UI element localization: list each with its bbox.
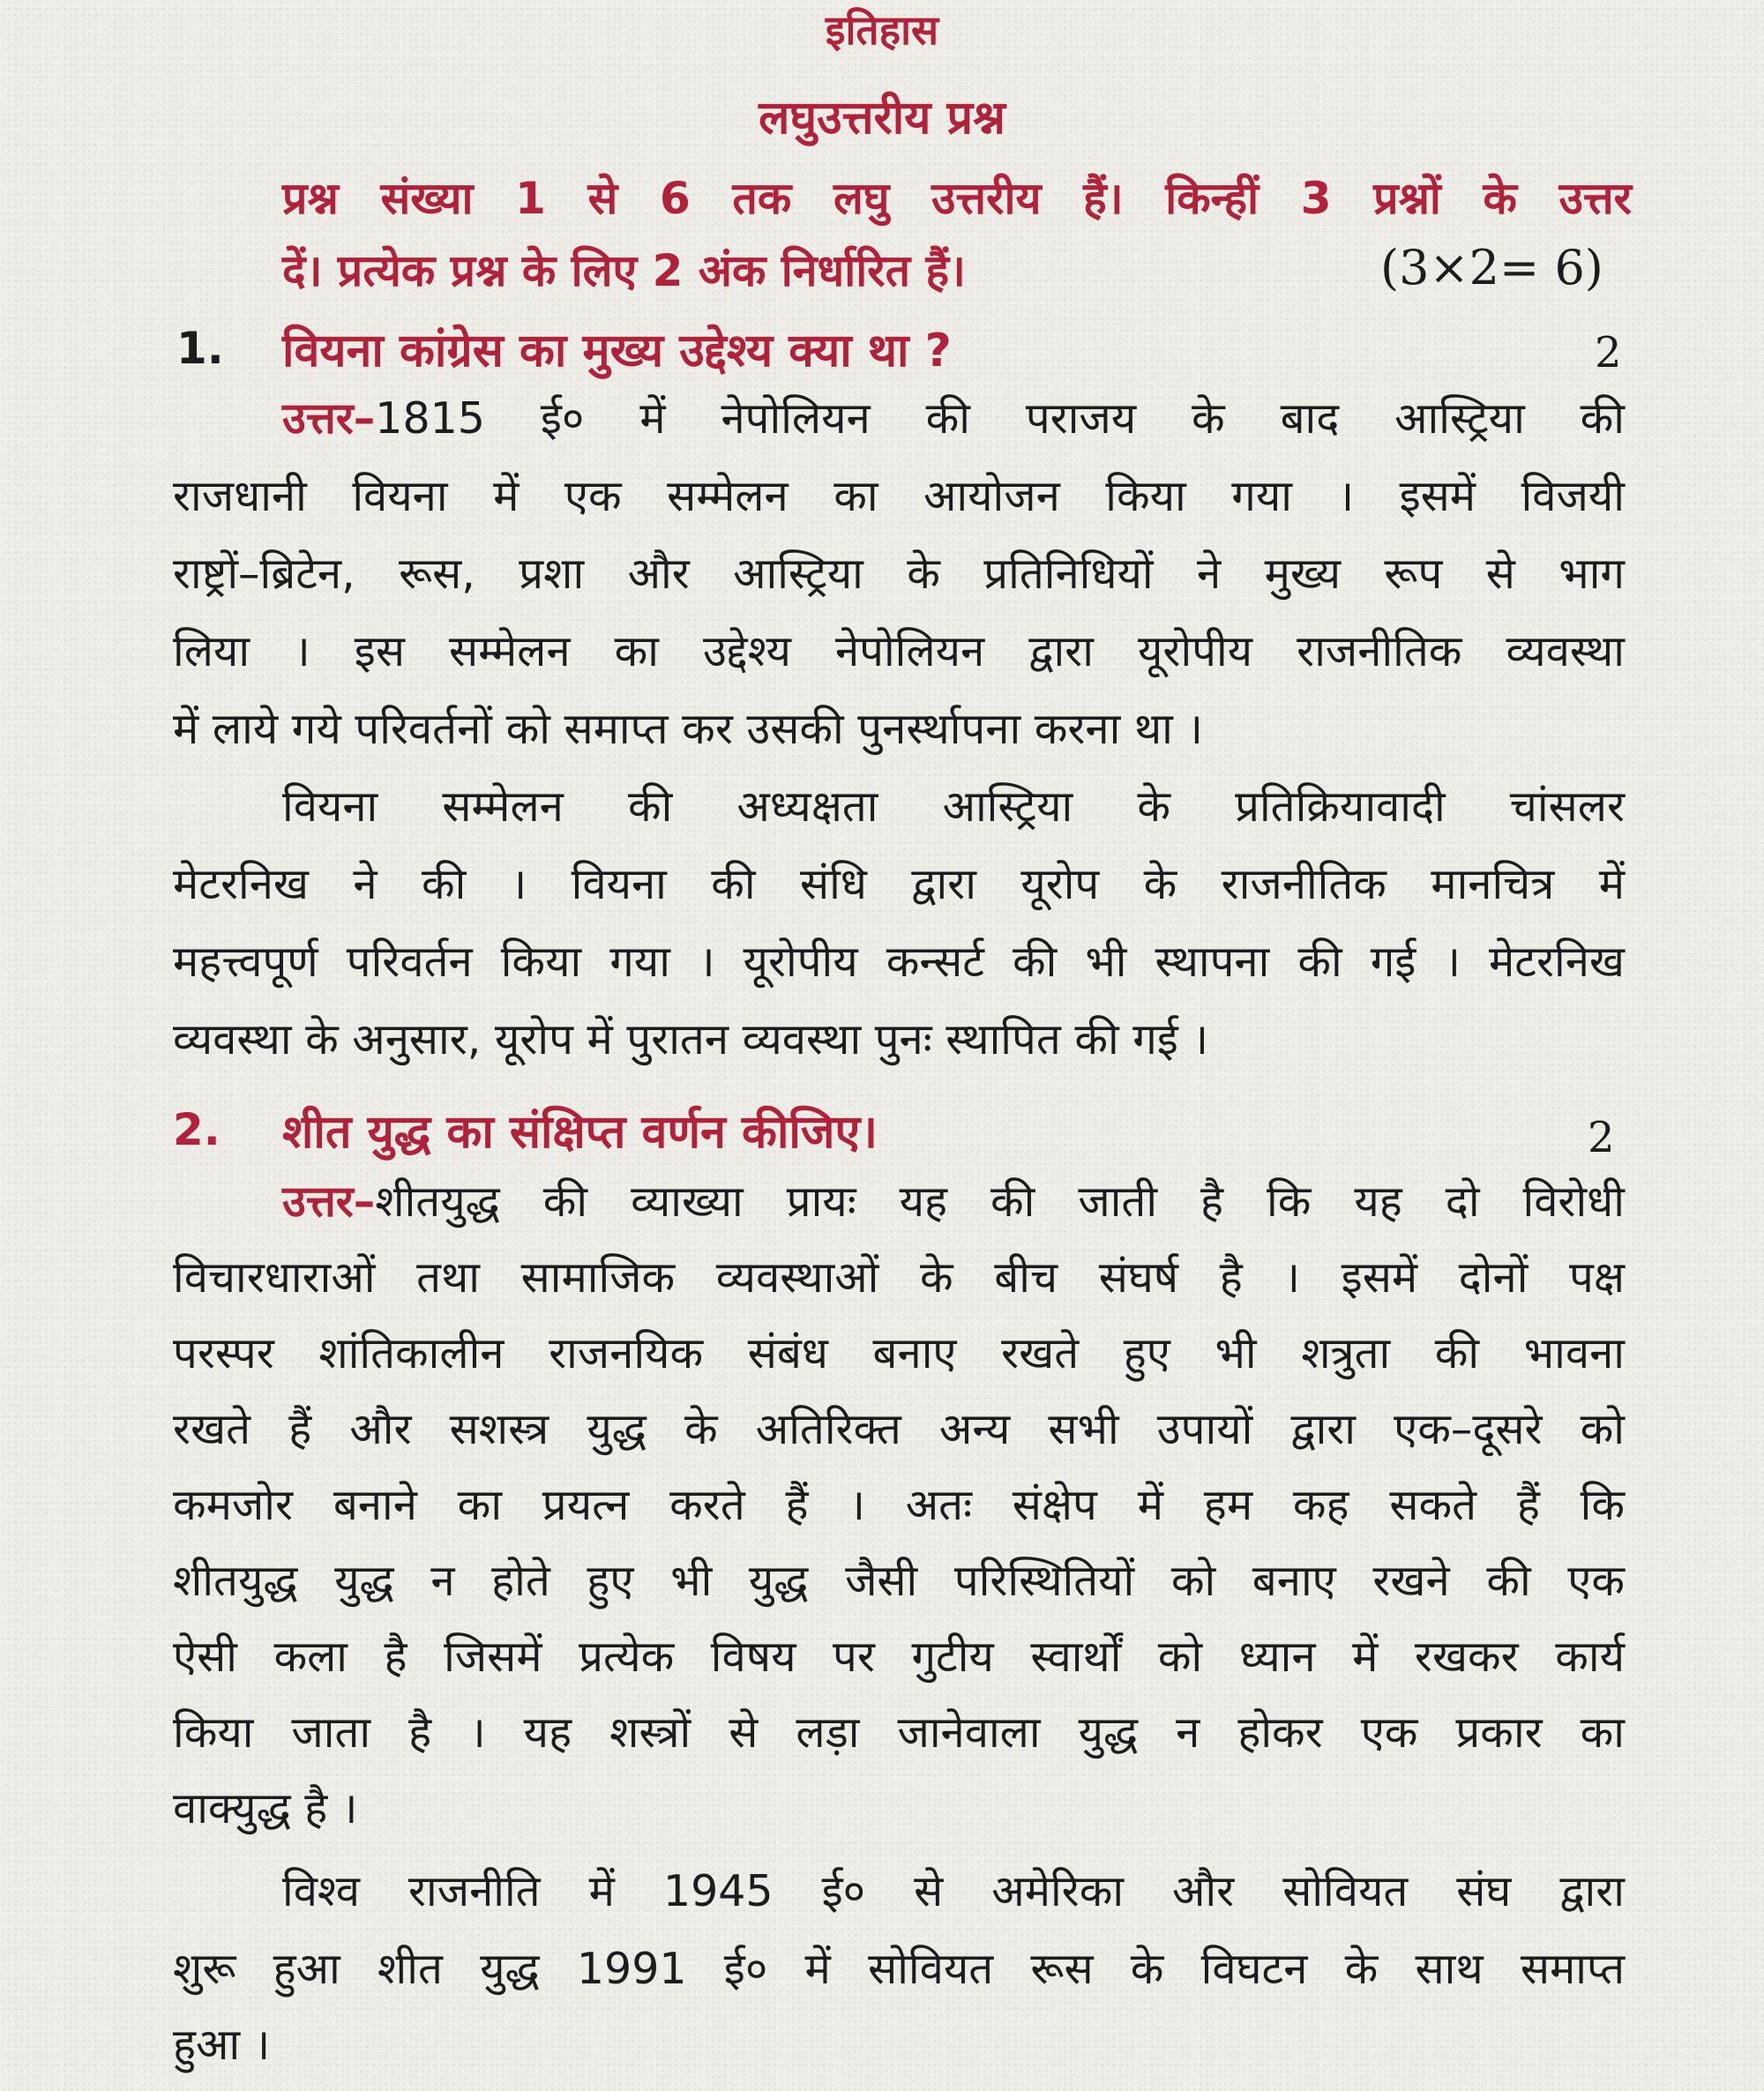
answer-1-line-1: उत्तर–1815 ई० में नेपोलियन की पराजय के बाद आस्ट्रिया की (282, 393, 1625, 444)
question-2-number: 2. (173, 1104, 220, 1155)
question-1-text: वियना कांग्रेस का मुख्य उद्देश्य क्या था ? (282, 325, 952, 377)
answer-2-line-9: वाक्युद्ध है । (173, 1783, 358, 1833)
answer-2-line-12: हुआ । (173, 2020, 271, 2070)
answer-1-label: उत्तर– (282, 393, 376, 444)
answer-1-line-3: राष्ट्रों–ब्रिटेन, रूस, प्रशा और आस्ट्रिया के प्रतिनिधियों ने मुख्य रूप से भाग (173, 549, 1625, 599)
answer-2-line-1: उत्तर–शीतयुद्ध की व्याख्या प्रायः यह की जाती है कि यह दो विरोधी (282, 1176, 1625, 1227)
answer-1-line-4: लिया । इस सम्मेलन का उद्देश्य नेपोलियन द्वारा यूरोपीय राजनीतिक व्यवस्था (173, 626, 1625, 676)
answer-2-line-8: किया जाता है । यह शस्त्रों से लड़ा जानेवाला युद्ध न होकर एक प्रकार का (173, 1707, 1625, 1758)
answer-1-line-2: राजधानी वियना में एक सम्मेलन का आयोजन किया गया । इसमें विजयी (173, 471, 1625, 521)
answer-1-line-8: महत्त्वपूर्ण परिवर्तन किया गया । यूरोपीय कन्सर्ट की भी स्थापना की गई । मेटरनिख (173, 937, 1625, 987)
answer-2-line-7: ऐसी कला है जिसमें प्रत्येक विषय पर गुटीय स्वार्थों को ध्यान में रखकर कार्य (173, 1632, 1625, 1682)
instructions-line-2: दें। प्रत्येक प्रश्न के लिए 2 अंक निर्धारित हैं। (282, 245, 966, 296)
answer-2-label: उत्तर– (282, 1176, 376, 1227)
answer-2-line-11: शुरू हुआ शीत युद्ध 1991 ई० में सोवियत रूस के विघटन के साथ समाप्त (173, 1944, 1625, 1994)
question-1-marks: 2 (1595, 328, 1622, 377)
answer-1-line-9: व्यवस्था के अनुसार, यूरोप में पुरातन व्यवस्था पुनः स्थापित की गई । (173, 1014, 1209, 1064)
instructions-line-1: प्रश्न संख्या 1 से 6 तक लघु उत्तरीय हैं। किन्हीं 3 प्रश्नों के उत्तर (282, 173, 1632, 224)
answer-2-line-10: विश्व राजनीति में 1945 ई० से अमेरिका और सोवियत संघ द्वारा (282, 1866, 1625, 1916)
answer-1-line-6: वियना सम्मेलन की अध्यक्षता आस्ट्रिया के प्रतिक्रियावादी चांसलर (282, 781, 1625, 832)
total-marks: (3×2= 6) (1380, 240, 1603, 295)
answer-2-line-5: कमजोर बनाने का प्रयत्न करते हैं । अतः संक्षेप में हम कह सकते हैं कि (173, 1480, 1625, 1530)
answer-1-line-5: में लाये गये परिवर्तनों को समाप्त कर उसकी पुनर्स्थापना करना था । (173, 704, 1203, 754)
question-2-marks: 2 (1588, 1113, 1615, 1162)
section-heading: लघुउत्तरीय प्रश्न (759, 92, 1005, 145)
answer-2-line-2: विचारधाराओं तथा सामाजिक व्यवस्थाओं के बीच संघर्ष है । इसमें दोनों पक्ष (173, 1252, 1625, 1303)
answer-2-line-6: शीतयुद्ध युद्ध न होते हुए भी युद्ध जैसी परिस्थितियों को बनाए रखने की एक (173, 1556, 1625, 1606)
answer-2-line-3: परस्पर शांतिकालीन राजनयिक संबंध बनाए रखते हुए भी शत्रुता की भावना (173, 1328, 1625, 1378)
question-1-number: 1. (176, 323, 224, 374)
question-2-text: शीत युद्ध का संक्षिप्त वर्णन कीजिए। (282, 1106, 878, 1159)
subject-heading: इतिहास (825, 6, 939, 54)
answer-1-line-7: मेटरनिख ने की । वियना की संधि द्वारा यूरोप के राजनीतिक मानचित्र में (173, 859, 1625, 909)
answer-2-line-4: रखते हैं और सशस्त्र युद्ध के अतिरिक्त अन्य सभी उपायों द्वारा एक–दूसरे को (173, 1404, 1625, 1454)
